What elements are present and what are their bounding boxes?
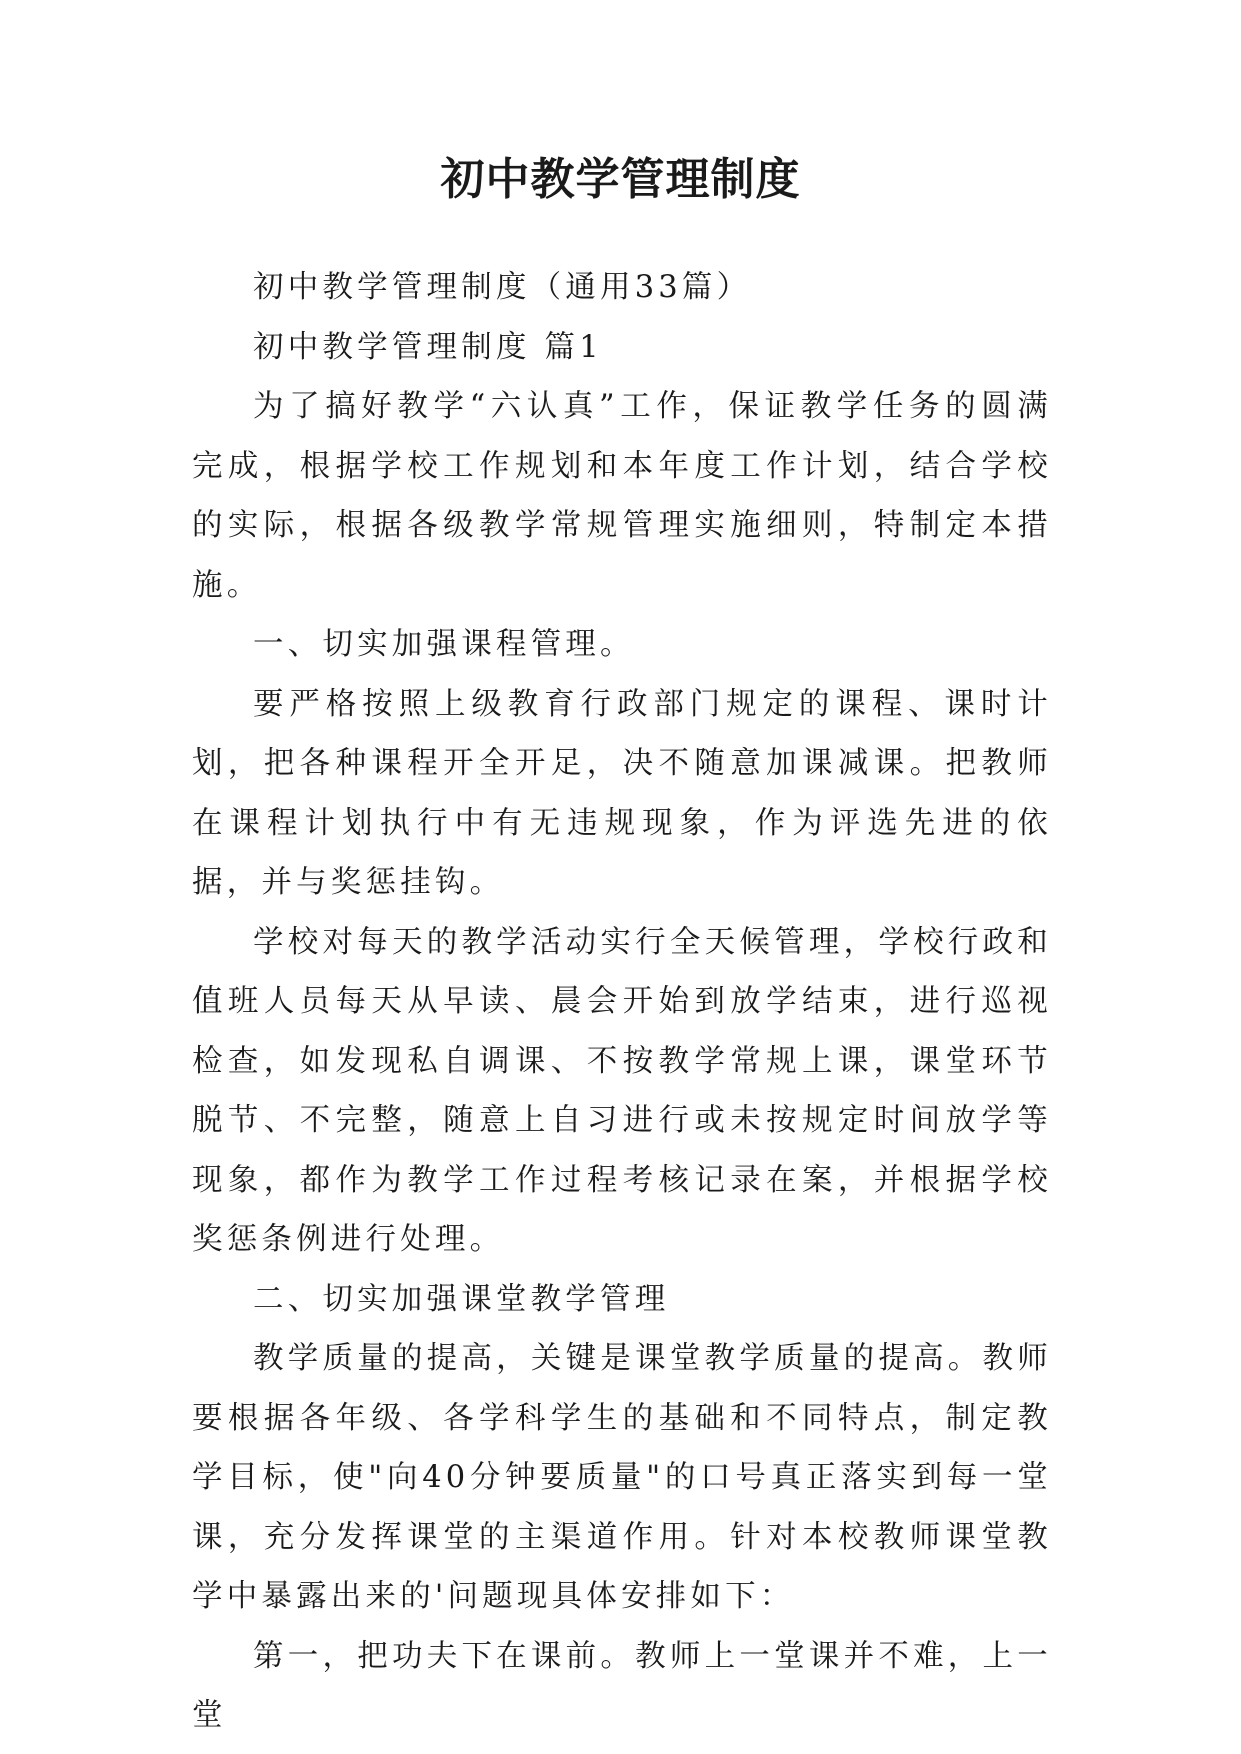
body-paragraph: 教学质量的提高，关键是课堂教学质量的提高。教师要根据各年级、各学科学生的基础和不同特点，制定教学目标，使"向40分钟要质量"的口号真正落实到每一堂课，充分发挥课堂的主渠道作用。针对本校教师课堂教学中暴露出来的'问题现具体安排如下： xyxy=(192,1341,1052,1614)
document-body xyxy=(192,258,1052,1746)
body-paragraph: 要严格按照上级教育行政部门规定的课程、课时计划，把各种课程开全开足，决不随意加课减课。把教师在课程计划执行中有无违规现象，作为评选先进的依据，并与奖惩挂钩。 xyxy=(192,686,1052,900)
section-heading-part-1: 初中教学管理制度 篇1 xyxy=(253,329,603,365)
body-paragraph: 为了搞好教学“六认真”工作，保证教学任务的圆满完成，根据学校工作规划和本年度工作计划，结合学校的实际，根据各级教学常规管理实施细则，特制定本措施。 xyxy=(192,389,1052,603)
document-title: 初中教学管理制度 xyxy=(440,154,801,205)
subtitle-paragraph: 初中教学管理制度（通用33篇） xyxy=(253,270,752,305)
body-paragraph: 第一，把功夫下在课前。教师上一堂课并不难，上一堂 xyxy=(192,1638,1052,1733)
section-heading: 一、切实加强课程管理。 xyxy=(253,627,635,662)
section-heading: 二、切实加强课堂教学管理 xyxy=(253,1281,670,1317)
body-paragraph: 学校对每天的教学活动实行全天候管理，学校行政和值班人员每天从早读、晨会开始到放学结束，进行巡视检查，如发现私自调课、不按教学常规上课，课堂环节脱节、不完整，随意上自习进行或未按规定时间放学等现象，都作为教学工作过程考核记录在案，并根据学校奖惩条例进行处理。 xyxy=(192,924,1052,1257)
